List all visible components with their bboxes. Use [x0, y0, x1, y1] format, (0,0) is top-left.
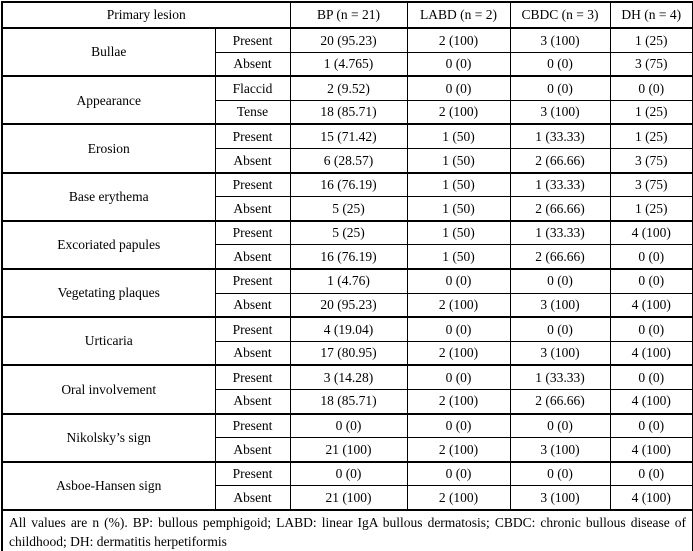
value-cell: 3 (75): [610, 173, 693, 197]
value-cell: 4 (100): [610, 389, 693, 413]
value-cell: 4 (100): [610, 293, 693, 317]
value-cell: 1 (50): [407, 173, 510, 197]
value-cell: 2 (9.52): [290, 76, 407, 100]
subcategory-cell: Absent: [215, 293, 290, 317]
value-cell: 3 (100): [510, 486, 610, 510]
subcategory-cell: Present: [215, 462, 290, 486]
column-header-primary-lesion: Primary lesion: [2, 2, 290, 28]
value-cell: 0 (0): [407, 269, 510, 293]
subcategory-cell: Absent: [215, 438, 290, 462]
subcategory-cell: Present: [215, 28, 290, 52]
table-row: [2, 76, 693, 100]
subcategory-cell: Absent: [215, 148, 290, 172]
value-cell: 16 (76.19): [290, 173, 407, 197]
subcategory-cell: Absent: [215, 197, 290, 221]
value-cell: 0 (0): [610, 317, 693, 341]
table-footnote: All values are n (%). BP: bullous pemphigoid; LABD: linear IgA bullous dermatosis; CBDC: chronic bullous disease of childhood; DH: dermatitis herpetiformis: [2, 510, 693, 551]
value-cell: 1 (4.76): [290, 269, 407, 293]
value-cell: 2 (100): [407, 341, 510, 365]
subcategory-cell: Absent: [215, 341, 290, 365]
value-cell: 3 (14.28): [290, 365, 407, 389]
value-cell: 2 (66.66): [510, 197, 610, 221]
value-cell: 2 (100): [407, 389, 510, 413]
value-cell: 1 (4.765): [290, 52, 407, 76]
value-cell: 3 (100): [510, 293, 610, 317]
subcategory-cell: Present: [215, 269, 290, 293]
value-cell: 1 (33.33): [510, 124, 610, 148]
value-cell: 1 (25): [610, 197, 693, 221]
value-cell: 0 (0): [407, 76, 510, 100]
subcategory-cell: Present: [215, 124, 290, 148]
primary-lesion-table: [1, 1, 693, 551]
value-cell: 0 (0): [510, 317, 610, 341]
value-cell: 0 (0): [610, 76, 693, 100]
table-row: [2, 365, 693, 389]
value-cell: 1 (25): [610, 124, 693, 148]
value-cell: 3 (75): [610, 148, 693, 172]
value-cell: 5 (25): [290, 197, 407, 221]
category-cell: Appearance: [2, 76, 215, 124]
value-cell: 18 (85.71): [290, 100, 407, 124]
category-cell: Bullae: [2, 28, 215, 76]
table-row: [2, 221, 693, 245]
table-row: [2, 414, 693, 438]
value-cell: 0 (0): [407, 52, 510, 76]
table-row: [2, 28, 693, 52]
value-cell: 20 (95.23): [290, 293, 407, 317]
value-cell: 4 (100): [610, 341, 693, 365]
value-cell: 20 (95.23): [290, 28, 407, 52]
value-cell: 21 (100): [290, 438, 407, 462]
category-cell: Oral involvement: [2, 365, 215, 413]
value-cell: 1 (50): [407, 245, 510, 269]
value-cell: 1 (50): [407, 148, 510, 172]
value-cell: 1 (50): [407, 197, 510, 221]
value-cell: 0 (0): [510, 52, 610, 76]
value-cell: 2 (66.66): [510, 148, 610, 172]
subcategory-cell: Flaccid: [215, 76, 290, 100]
value-cell: 16 (76.19): [290, 245, 407, 269]
value-cell: 0 (0): [407, 462, 510, 486]
subcategory-cell: Present: [215, 173, 290, 197]
header-row: [2, 2, 693, 28]
value-cell: 15 (71.42): [290, 124, 407, 148]
value-cell: 3 (100): [510, 438, 610, 462]
value-cell: 21 (100): [290, 486, 407, 510]
value-cell: 2 (66.66): [510, 245, 610, 269]
category-cell: Vegetating plaques: [2, 269, 215, 317]
subcategory-cell: Present: [215, 365, 290, 389]
subcategory-cell: Present: [215, 221, 290, 245]
subcategory-cell: Absent: [215, 245, 290, 269]
value-cell: 1 (50): [407, 221, 510, 245]
value-cell: 2 (100): [407, 486, 510, 510]
value-cell: 0 (0): [510, 76, 610, 100]
table-row: [2, 173, 693, 197]
value-cell: 2 (100): [407, 293, 510, 317]
value-cell: 5 (25): [290, 221, 407, 245]
value-cell: 17 (80.95): [290, 341, 407, 365]
value-cell: 18 (85.71): [290, 389, 407, 413]
value-cell: 1 (50): [407, 124, 510, 148]
column-header-labd: LABD (n = 2): [407, 2, 510, 28]
value-cell: 3 (100): [510, 28, 610, 52]
value-cell: 3 (100): [510, 100, 610, 124]
value-cell: 3 (100): [510, 341, 610, 365]
value-cell: 1 (25): [610, 28, 693, 52]
value-cell: 1 (33.33): [510, 221, 610, 245]
value-cell: 1 (33.33): [510, 365, 610, 389]
value-cell: 0 (0): [610, 462, 693, 486]
value-cell: 6 (28.57): [290, 148, 407, 172]
category-cell: Nikolsky’s sign: [2, 414, 215, 462]
value-cell: 0 (0): [290, 414, 407, 438]
table-row: [2, 124, 693, 148]
value-cell: 0 (0): [407, 365, 510, 389]
value-cell: 2 (100): [407, 100, 510, 124]
value-cell: 0 (0): [407, 317, 510, 341]
category-cell: Asboe-Hansen sign: [2, 462, 215, 510]
value-cell: 4 (100): [610, 438, 693, 462]
value-cell: 0 (0): [290, 462, 407, 486]
subcategory-cell: Present: [215, 414, 290, 438]
value-cell: 2 (100): [407, 28, 510, 52]
value-cell: 0 (0): [610, 365, 693, 389]
category-cell: Base erythema: [2, 173, 215, 221]
value-cell: 0 (0): [407, 414, 510, 438]
table-row: [2, 317, 693, 341]
value-cell: 1 (33.33): [510, 173, 610, 197]
subcategory-cell: Absent: [215, 486, 290, 510]
column-header-dh: DH (n = 4): [610, 2, 693, 28]
category-cell: Excoriated papules: [2, 221, 215, 269]
value-cell: 4 (100): [610, 486, 693, 510]
subcategory-cell: Tense: [215, 100, 290, 124]
subcategory-cell: Present: [215, 317, 290, 341]
value-cell: 4 (100): [610, 221, 693, 245]
value-cell: 3 (75): [610, 52, 693, 76]
footnote-row: [2, 510, 693, 551]
table-row: [2, 462, 693, 486]
value-cell: 1 (25): [610, 100, 693, 124]
value-cell: 0 (0): [610, 269, 693, 293]
column-header-cbdc: CBDC (n = 3): [510, 2, 610, 28]
category-cell: Erosion: [2, 124, 215, 172]
value-cell: 2 (100): [407, 438, 510, 462]
value-cell: 4 (19.04): [290, 317, 407, 341]
column-header-bp: BP (n = 21): [290, 2, 407, 28]
value-cell: 0 (0): [610, 245, 693, 269]
subcategory-cell: Absent: [215, 389, 290, 413]
table-row: [2, 269, 693, 293]
category-cell: Urticaria: [2, 317, 215, 365]
value-cell: 0 (0): [610, 414, 693, 438]
value-cell: 0 (0): [510, 269, 610, 293]
value-cell: 0 (0): [510, 462, 610, 486]
subcategory-cell: Absent: [215, 52, 290, 76]
value-cell: 2 (66.66): [510, 389, 610, 413]
value-cell: 0 (0): [510, 414, 610, 438]
